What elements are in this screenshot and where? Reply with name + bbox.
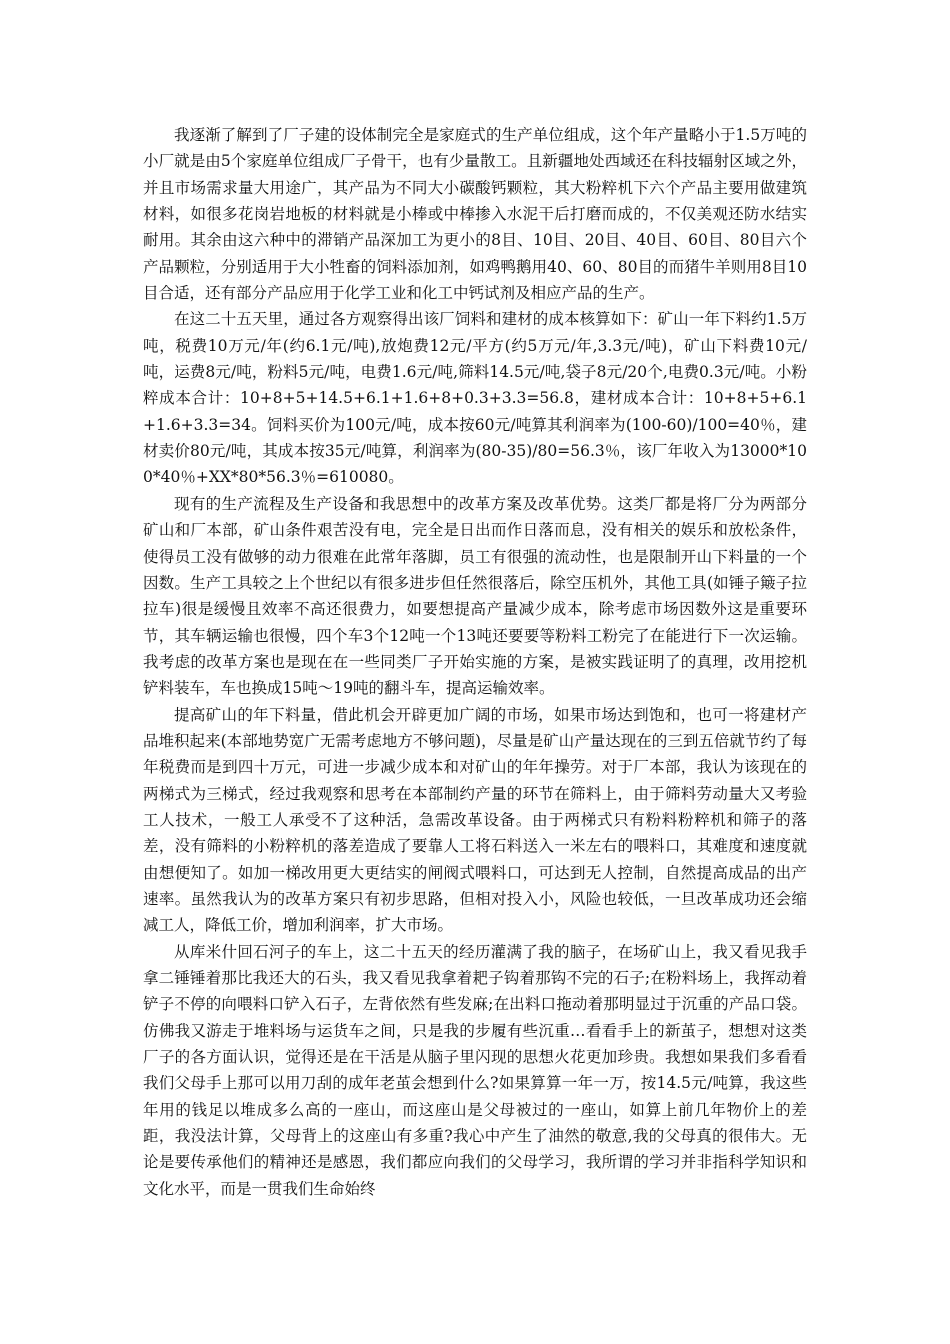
paragraph-production-reform: 现有的生产流程及生产设备和我思想中的改革方案及改革优势。这类厂都是将厂分为两部分矿山和厂本部，矿山条件艰苦没有电，完全是日出而作日落而息，没有相关的娱乐和放松条件，使得员工没有做够的动力很难在此常年落脚，员工有很强的流动性，也是限制开山下料量的一个因数。生产工具较之上个世纪以有很多进步但任然很落后，除空压机外，其他工具(如锤子簸子拉拉车)很是缓慢且效率不高还很费力，如要想提高产量减少成本，除考虑市场因数外这是重要环节，其车辆运输也很慢，四个车3个12吨一个13吨还要要等粉料工粉完了在能进行下一次运输。我考虑的改革方案也是现在在一些同类厂子开始实施的方案，是被实践证明了的真理，改用挖机铲料装车，车也换成15吨～19吨的翻斗车，提高运输效率。	[143, 494, 807, 698]
paragraph-reflection: 从库米什回石河子的车上，这二十五天的经历灌满了我的脑子，在场矿山上，我又看见我手拿二锤锤着那比我还大的石头，我又看见我拿着耙子钩着那钩不完的石子;在粉料场上，我挥动着铲子不停的向喂料口铲入石子，左背依然有些发麻;在出料口拖动着那明显过于沉重的产品口袋。仿佛我又游走于堆料场与运货车之间，只是我的步履有些沉重…看看手上的新茧子，想想对这类厂子的各方面认识，觉得还是在干活是从脑子里闪现的思想火花更加珍贵。我想如果我们多看看我们父母手上那可以用刀刮的成年老茧会想到什么?如果算算一年一万，按14.5元/吨算，我这些年用的钱足以堆成多么高的一座山，而这座山是父母被过的一座山，如算上前几年物价上的差距，我没法计算，父母背上的这座山有多重?我心中产生了油然的敬意,我的父母真的很伟大。无论是要传承他们的精神还是感恩，我们都应向我们的父母学习，我所谓的学习并非指科学知识和文化水平，而是一贯我们生命始终	[143, 942, 808, 1198]
paragraph-capacity-improvement: 提高矿山的年下料量，借此机会开辟更加广阔的市场，如果市场达到饱和，也可一将建材产品堆积起来(本部地势宽广无需考虑地方不够问题)，尽量是矿山产量达现在的三到五倍就节约了每年税费而是到四十万元，可进一步减少成本和对矿山的年年操劳。对于厂本部，我认为该现在的两梯式为三梯式，经过我观察和思考在本部制约产量的环节在筛料上，由于筛料劳动量大又考验工人技术，一般工人承受不了这种活，急需改革设备。由于两梯式只有粉料粉粹机和筛子的落差，没有筛料的小粉粹机的落差造成了要靠人工将石料送入一米左右的喂料口，其难度和速度就由想便知了。如加一梯改用更大更结实的闸阀式喂料口，可达到无人控制，自然提高成品的出产速率。虽然我认为的改革方案只有初步思路，但相对投入小，风险也较低，一旦改革成功还会缩减工人，降低工价，增加利润率，扩大市场。	[143, 705, 807, 935]
paragraph-factory-structure: 我逐渐了解到了厂子建的设体制完全是家庭式的生产单位组成，这个年产量略小于1.5万吨的小厂就是由5个家庭单位组成厂子骨干，也有少量散工。且新疆地处西域还在科技辐射区域之外，并且市场需求量大用途广，其产品为不同大小碳酸钙颗粒，其大粉粹机下六个产品主要用做建筑材料，如很多花岗岩地板的材料就是小棒或中棒掺入水泥干后打磨而成的，不仅美观还防水结实耐用。其余由这六种中的滞销产品深加工为更小的8目、10目、20目、40目、60目、80目六个产品颗粒，分别适用于大小牲畜的饲料添加剂，如鸡鸭鹅用40、60、80目的而猪牛羊则用8目10目合适，还有部分产品应用于化学工业和化工中钙试剂及相应产品的生产。	[143, 126, 807, 303]
document-body	[143, 122, 807, 1202]
paragraph-cost-accounting: 在这二十五天里，通过各方观察得出该厂饲料和建材的成本核算如下：矿山一年下料约1.5万吨，税费10万元/年(约6.1元/吨),放炮费12元/平方(约5万元/年,3.3元/吨)，矿山下料费10元/吨，运费8元/吨，粉料5元/吨，电费1.6元/吨,筛料14.5元/吨,袋子8元/20个,电费0.3元/吨。小粉粹成本合计：10+8+5+14.5+6.1+1.6+8+0.3+3.3=56.8，建材成本合计：10+8+5+6.1+1.6+3.3=34。饲料买价为100元/吨，成本按60元/吨算其利润率为(100-60)/100=40％，建材卖价80元/吨，其成本按35元/吨算，利润率为(80-35)/80=56.3％，该厂年收入为13000*100*40％+XX*80*56.3％=610080。	[143, 310, 807, 487]
